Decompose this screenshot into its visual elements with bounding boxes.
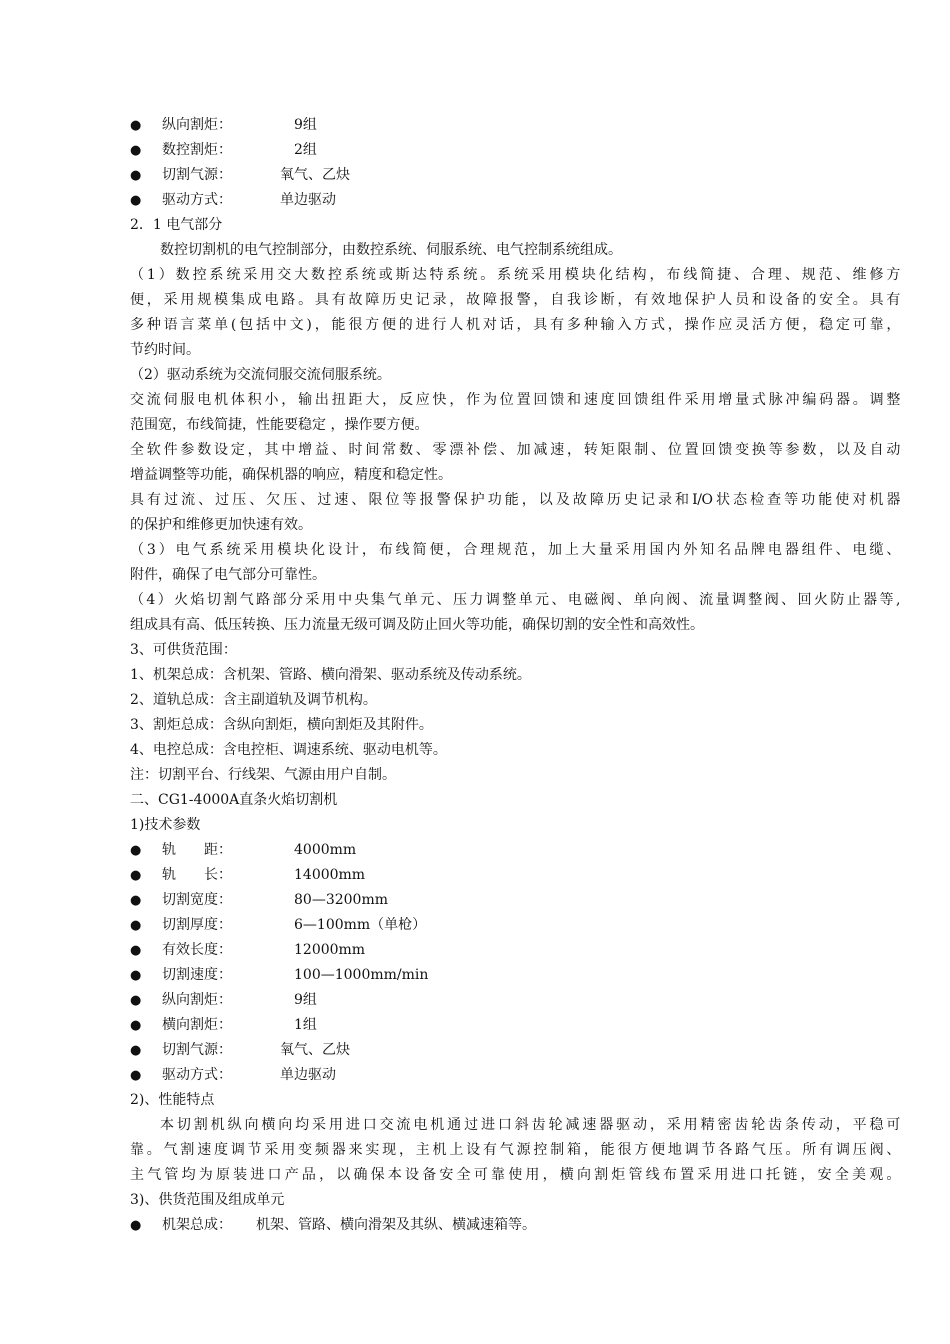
spec-label: 驱动方式：: [162, 192, 232, 208]
spec-bullet-cut-thickness: [130, 913, 900, 938]
supply-item: 4、电控总成：含电控柜、调速系统、驱动电机等。: [130, 742, 447, 758]
spec-value: 单边驱动: [280, 192, 336, 208]
spec-label: 纵向割炬：: [162, 117, 232, 133]
paragraph-line: 交流伺服电机体积小，输出扭距大，反应快，作为位置回馈和速度回馈组件采用增量式脉冲编码器。调整: [130, 392, 900, 408]
spec-bullet-longitudinal-torch: [130, 988, 900, 1013]
spec-bullet-gas-source: [130, 1038, 900, 1063]
spec-bullet-cut-speed: [130, 963, 900, 988]
spec-value: 机架、管路、横向滑架及其纵、横减速箱等。: [256, 1217, 536, 1233]
bullet-icon: ●: [130, 1018, 142, 1033]
bullet-icon: ●: [130, 168, 142, 183]
spec-value: 1组: [294, 1017, 317, 1033]
spec-label: 驱动方式：: [162, 1067, 232, 1083]
spec-value: 氧气、乙炔: [280, 167, 350, 183]
paragraph-line: 增益调整等功能，确保机器的响应，精度和稳定性。: [130, 467, 452, 483]
spec-label: 有效长度：: [162, 942, 232, 958]
tech-params-heading: 1)技术参数: [130, 817, 201, 833]
paragraph-line: 多种语言菜单(包括中文)，能很方便的进行人机对话，具有多种输入方式，操作应灵活方便，稳定可靠，: [130, 317, 900, 333]
paragraph-line: 组成具有高、低压转换、压力流量无级可调及防止回火等功能，确保切割的安全性和高效性。: [130, 617, 704, 633]
paragraph-line: 附件，确保了电气部分可靠性。: [130, 567, 326, 583]
bullet-icon: ●: [130, 1068, 142, 1083]
spec-bullet-transverse-torch: [130, 1013, 900, 1038]
paragraph-line: 本切割机纵向横向均采用进口交流电机通过进口斜齿轮减速器驱动，采用精密齿轮齿条传动，平稳可: [160, 1117, 900, 1133]
spec-label: 轨 距：: [162, 842, 232, 858]
bullet-icon: ●: [130, 993, 142, 1008]
paragraph-line: 主气管均为原装进口产品，以确保本设备安全可靠使用，横向割炬管线布置采用进口托链，安全美观。: [130, 1167, 900, 1183]
bullet-icon: ●: [130, 843, 142, 858]
bullet-icon: ●: [130, 143, 142, 158]
scope-bullet-frame-assembly: [130, 1213, 900, 1238]
spec-label: 机架总成：: [162, 1217, 232, 1233]
spec-label: 切割宽度：: [162, 892, 232, 908]
paragraph-line: 具有过流、过压、欠压、过速、限位等报警保护功能，以及故障历史记录和I/O状态检查等功能使对机器: [130, 492, 900, 508]
spec-label: 横向割炬：: [162, 1017, 232, 1033]
supply-heading: 3、可供货范围：: [130, 642, 237, 658]
bullet-icon: ●: [130, 968, 142, 983]
paragraph-line: 范围宽，布线简捷，性能要稳定 ，操作要方便。: [130, 417, 429, 433]
spec-value: 4000mm: [294, 842, 357, 858]
paragraph-line: （3）电气系统采用模块化设计，布线简便，合理规范，加上大量采用国内外知名品牌电器组件、电缆、: [130, 542, 900, 558]
bullet-icon: ●: [130, 1043, 142, 1058]
spec-label: 纵向割炬：: [162, 992, 232, 1008]
spec-bullet-effective-length: [130, 938, 900, 963]
bullet-icon: ●: [130, 893, 142, 908]
spec-value: 9组: [294, 992, 317, 1008]
spec-label: 切割速度：: [162, 967, 232, 983]
spec-value: 9组: [294, 117, 317, 133]
spec-label: 切割厚度：: [162, 917, 232, 933]
bullet-icon: ●: [130, 1218, 142, 1233]
spec-value: 单边驱动: [280, 1067, 336, 1083]
supply-note: 注：切割平台、行线架、气源由用户自制。: [130, 767, 396, 783]
bullet-icon: ●: [130, 868, 142, 883]
spec-label: 轨 长：: [162, 867, 232, 883]
paragraph-line: 靠。气割速度调节采用变频器来实现，主机上设有气源控制箱，能很方便地调节各路气压。所有调压阀、: [130, 1142, 900, 1158]
paragraph-intro: 数控切割机的电气控制部分，由数控系统、伺服系统、电气控制系统组成。: [160, 242, 622, 258]
paragraph-line: 全软件参数设定，其中增益、时间常数、零漂补偿、加减速，转矩限制、位置回馈变换等参数，以及自动: [130, 442, 900, 458]
section-title-cg1: 二、CG1-4000A直条火焰切割机: [130, 792, 338, 808]
scope-heading: 3)、供货范围及组成单元: [130, 1192, 285, 1208]
spec-bullet-drive-mode: [130, 1063, 900, 1088]
spec-label: 切割气源：: [162, 1042, 232, 1058]
supply-item: 2、道轨总成：含主副道轨及调节机构。: [130, 692, 377, 708]
bullet-icon: ●: [130, 943, 142, 958]
spec-value: 100—1000mm/min: [294, 967, 429, 983]
document-page: [130, 113, 900, 1238]
paragraph-line: 便，采用规模集成电路。具有故障历史记录，故障报警，自我诊断，有效地保护人员和设备的安全。具有: [130, 292, 900, 308]
bullet-icon: ●: [130, 193, 142, 208]
spec-value: 14000mm: [294, 867, 366, 883]
spec-bullet-gas-source: [130, 163, 900, 188]
spec-value: 氧气、乙炔: [280, 1042, 350, 1058]
paragraph-line: 的保护和维修更加快速有效。: [130, 517, 312, 533]
spec-label: 切割气源：: [162, 167, 232, 183]
spec-value: 6—100mm（单枪）: [294, 917, 427, 933]
bullet-icon: ●: [130, 918, 142, 933]
spec-value: 12000mm: [294, 942, 366, 958]
spec-label: 数控割炬：: [162, 142, 232, 158]
spec-bullet-longitudinal-torch: [130, 113, 900, 138]
spec-bullet-track-length: [130, 863, 900, 888]
spec-bullet-drive-mode: [130, 188, 900, 213]
spec-bullet-track-gauge: [130, 838, 900, 863]
bullet-icon: ●: [130, 118, 142, 133]
supply-item: 1、机架总成：含机架、管路、横向滑架、驱动系统及传动系统。: [130, 667, 531, 683]
spec-bullet-cnc-torch: [130, 138, 900, 163]
supply-item: 3、割炬总成：含纵向割炬，横向割炬及其附件。: [130, 717, 433, 733]
paragraph-heading: （2）驱动系统为交流伺服交流伺服系统。: [130, 367, 391, 383]
spec-value: 80—3200mm: [294, 892, 388, 908]
spec-value: 2组: [294, 142, 317, 158]
spec-bullet-cut-width: [130, 888, 900, 913]
paragraph-line: 节约时间。: [130, 342, 200, 358]
performance-heading: 2)、性能特点: [130, 1092, 215, 1108]
paragraph-line: （4）火焰切割气路部分采用中央集气单元、压力调整单元、电磁阀、单向阀、流量调整阀、回火防止器等,: [130, 592, 900, 608]
section-heading-electrical: 2．1 电气部分: [130, 217, 223, 233]
paragraph-line: （1）数控系统采用交大数控系统或斯达特系统。系统采用模块化结构，布线简捷、合理、规范、维修方: [130, 267, 900, 283]
